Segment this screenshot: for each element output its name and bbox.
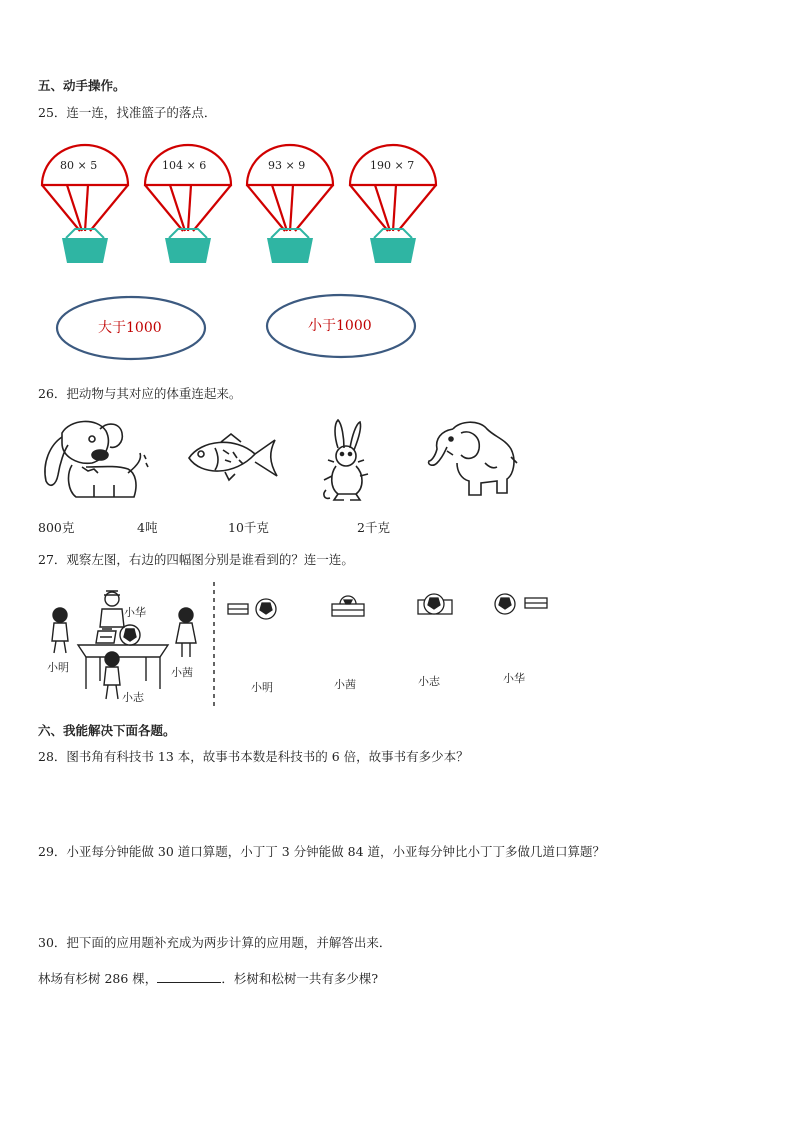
weight-option-1[interactable]: 800克 [38,520,75,535]
parachute-4-expr: 190 × 7 [370,159,415,172]
view-2-icon[interactable] [330,594,366,624]
weight-option-3[interactable]: 10千克 [228,520,269,535]
question-26-prompt: 26．把动物与其对应的体重连起来。 [38,386,242,401]
view-1-icon[interactable] [226,598,281,622]
view-label-4: 小华 [503,672,525,685]
view-label-1: 小明 [251,681,273,694]
section-title-6: 六、我能解决下面各题。 [38,723,176,738]
parachute-1-expr: 80 × 5 [60,159,98,172]
dog-icon [42,415,147,503]
question-29-text: 29．小亚每分钟能做 30 道口算题，小丁丁 3 分钟能做 84 道，小亚每分钟比小丁丁多做几道口算题？ [38,844,606,859]
answer-blank[interactable] [157,970,221,983]
question-28-text: 28．图书角有科技书 13 本，故事书本数是科技书的 6 倍，故事书有多少本？ [38,749,469,764]
view-3-icon[interactable] [416,592,456,620]
question-27-prompt: 27．观察左图，右边的四幅图分别是谁看到的？连一连。 [38,552,354,567]
parachute-3-expr: 93 × 9 [268,159,306,172]
view-4-icon[interactable] [493,592,551,616]
question-30-prompt: 30．把下面的应用题补充成为两步计算的应用题，并解答出来． [38,935,392,950]
elephant-icon [425,417,520,499]
person-label-xiaoming: 小明 [47,661,69,674]
person-label-xiaoqian: 小茜 [171,666,193,679]
observation-scene [42,585,212,707]
weight-option-2[interactable]: 4吨 [137,520,158,535]
view-label-3: 小志 [418,675,440,688]
question-30-after: ．杉树和松树一共有多少棵? [221,971,379,986]
person-label-xiaohua: 小华 [124,606,146,619]
section-title-5: 五、动手操作。 [38,78,126,93]
question-30-before: 林场有杉树 286 棵， [38,971,158,986]
question-25-prompt: 25．连一连，找准篮子的落点． [38,105,217,120]
dashed-divider [212,582,216,710]
oval-less-label: 小于1000 [308,318,372,334]
view-label-2: 小茜 [334,678,356,691]
rabbit-icon [318,418,380,502]
question-30-line [38,970,378,986]
fish-icon [185,432,280,484]
weight-option-4[interactable]: 2千克 [357,520,390,535]
person-label-xiaozhi: 小志 [122,691,144,704]
parachute-2-expr: 104 × 6 [162,159,207,172]
oval-greater-label: 大于1000 [98,320,162,336]
